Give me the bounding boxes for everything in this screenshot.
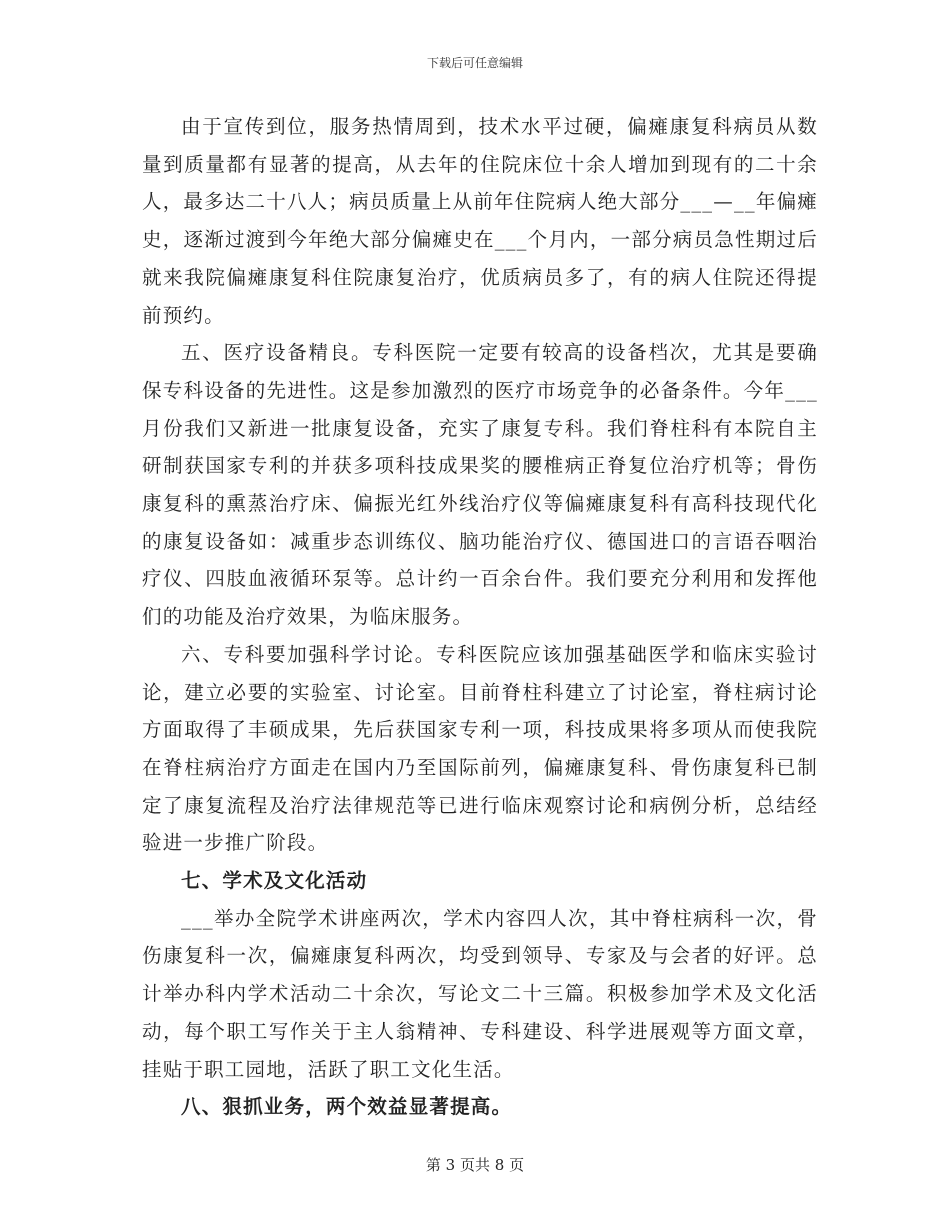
paragraph-academic: ___举办全院学术讲座两次，学术内容四人次，其中脊柱病科一次，骨伤康复科一次，偏瘫康复科两次，均受到领导、专家及与会者的好评。总计举办科内学术活动二十余次，写论文二十三篇。积极参加学术及文化活动，每个职工写作关于主人翁精神、专科建设、科学进展观等方面文章，挂贴于职工园地，活跃了职工文化生活。 — [142, 906, 818, 1081]
paragraph-patients: 由于宣传到位，服务热情周到，技术水平过硬，偏瘫康复科病员从数量到质量都有显著的提高，从去年的住院床位十余人增加到现有的二十余人，最多达二十八人；病员质量上从前年住院病人绝大部分___—__年偏瘫史，逐渐过渡到今年绝大部分偏瘫史在___个月内，一部分病员急性期过后就来我院偏瘫康复科住院康复治疗，优质病员多了，有的病人住院还得提前预约。 — [142, 115, 818, 327]
page-header: 下载后可任意编辑 — [426, 56, 523, 70]
heading-academic: 七、学术及文化活动 — [181, 869, 368, 893]
document-body — [142, 108, 818, 1126]
paragraph-research: 六、专科要加强科学讨论。专科医院应该加强基础医学和临床实验讨论，建立必要的实验室、讨论室。目前脊柱科建立了讨论室，脊柱病讨论方面取得了丰硕成果，先后获国家专利一项，科技成果将多项从而使我院在脊柱病治疗方面走在国内乃至国际前列，偏瘫康复科、骨伤康复科已制定了康复流程及治疗法律规范等已进行临床观察讨论和病例分析，总结经验进一步推广阶段。 — [142, 642, 818, 855]
paragraph-equipment: 五、医疗设备精良。专科医院一定要有较高的设备档次，尤其是要确保专科设备的先进性。这是参加激烈的医疗市场竞争的必备条件。今年___月份我们又新进一批康复设备，充实了康复专科。我们脊柱科有本院自主研制获国家专利的并获多项科技成果奖的腰椎病正脊复位治疗机等；骨伤康复科的熏蒸治疗床、偏振光红外线治疗仪等偏瘫康复科有高科技现代化的康复设备如：减重步态训练仪、脑功能治疗仪、德国进口的言语吞咽治疗仪、四肢血液循环泵等。总计约一百余台件。我们要充分利用和发挥他们的功能及治疗效果，为临床服务。 — [142, 341, 818, 629]
page-footer: 第 3 页共 8 页 — [425, 1156, 525, 1174]
heading-business: 八、狠抓业务，两个效益显著提高。 — [181, 1095, 513, 1119]
